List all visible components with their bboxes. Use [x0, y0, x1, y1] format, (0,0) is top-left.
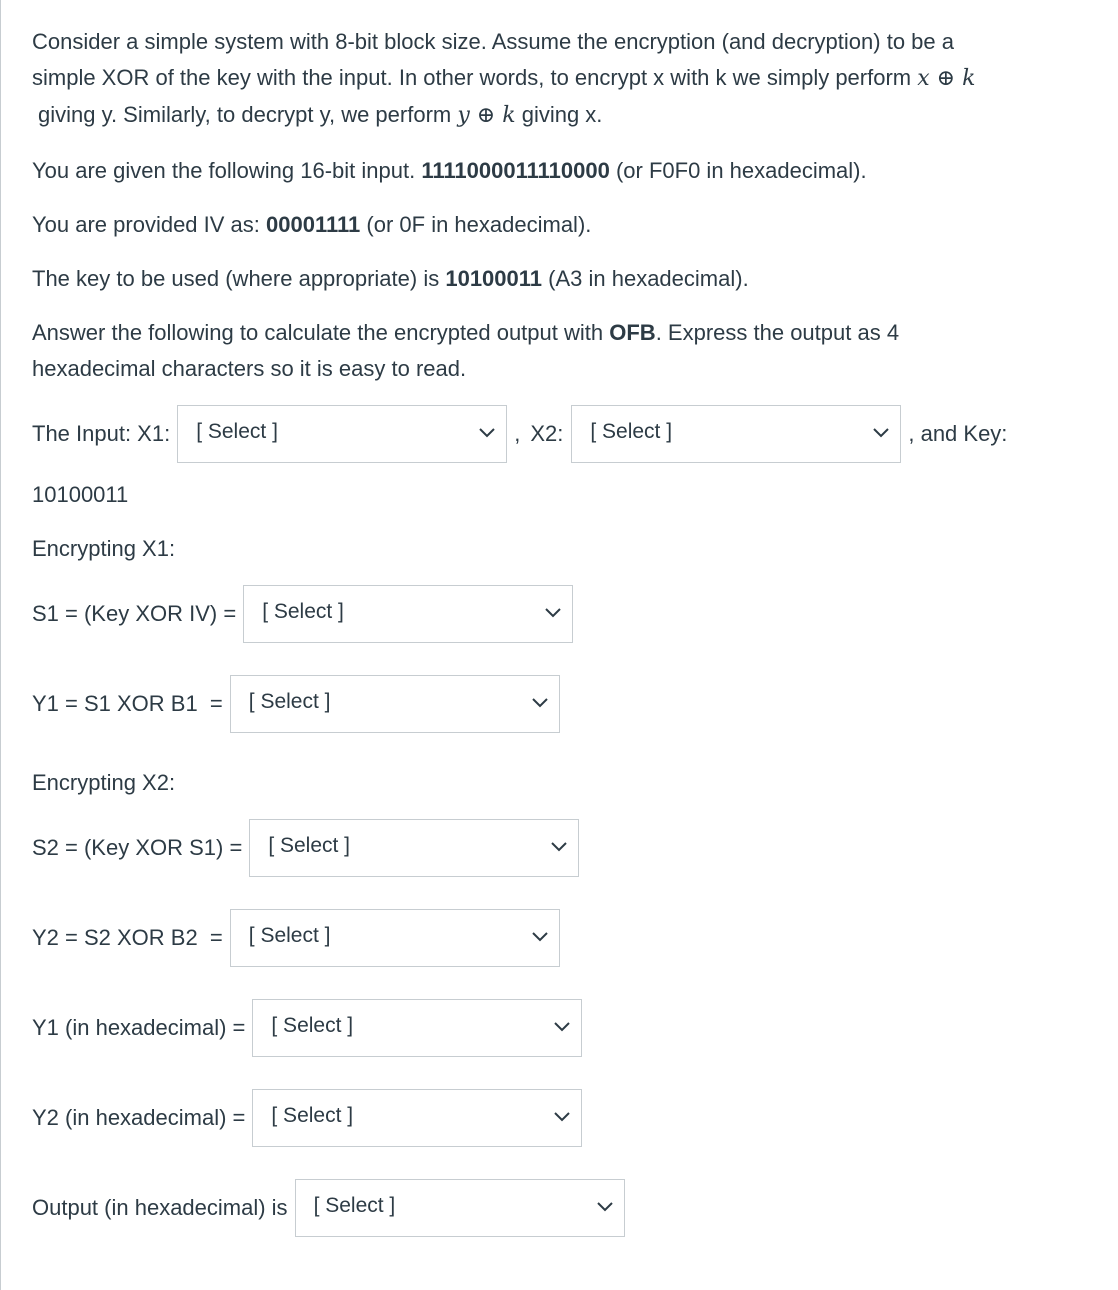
task-text-2: hexadecimal characters so it is easy to read. — [32, 356, 467, 381]
iv-statement — [32, 207, 1092, 243]
chevron-down-icon — [872, 424, 890, 442]
output-row — [32, 1179, 625, 1237]
input-statement-post: (or F0F0 in hexadecimal). — [615, 158, 867, 183]
y1-hex-row — [32, 999, 582, 1057]
y1-hex-label: Y1 (in hexadecimal) = — [32, 1015, 246, 1040]
section-encrypt-x2 — [32, 765, 1092, 801]
output-label: Output (in hexadecimal) is — [32, 1195, 288, 1220]
intro-text-2: simple XOR of the key with the input. In other words, to encrypt x with k we simply perform — [32, 65, 912, 90]
math-xor-symbol-2: ⊕ — [476, 103, 496, 128]
task-line-2 — [32, 351, 1092, 387]
y2-hex-row — [32, 1089, 582, 1147]
task-post: . Express the output as 4 — [655, 320, 900, 345]
math-x: x — [917, 66, 930, 91]
y2-hex-select[interactable] — [252, 1089, 582, 1147]
x2-select-text: [ Select ] — [590, 420, 673, 443]
chevron-down-icon — [596, 1198, 614, 1216]
intro-text-3: giving y. Similarly, to decrypt y, we perform — [38, 102, 452, 127]
y2-select-text: [ Select ] — [248, 924, 331, 947]
chevron-down-icon — [478, 424, 496, 442]
s2-select[interactable] — [249, 819, 579, 877]
math-encrypt — [917, 66, 975, 91]
section-encrypt-x1-heading: Encrypting X1: — [32, 536, 176, 561]
iv-value: 00001111 — [266, 212, 361, 237]
y1-hex-select[interactable] — [252, 999, 582, 1057]
key-value-bold: 10100011 — [445, 266, 543, 291]
s1-row — [32, 585, 573, 643]
x2-select[interactable] — [571, 405, 901, 463]
iv-statement-post: (or 0F in hexadecimal). — [366, 212, 592, 237]
y1-row — [32, 675, 560, 733]
math-y: y — [457, 103, 470, 128]
chevron-down-icon — [544, 604, 562, 622]
label-x1: The Input: X1: — [32, 421, 171, 446]
intro-line-3 — [38, 97, 1098, 134]
key-value-line — [32, 477, 1092, 513]
math-xor-symbol: ⊕ — [936, 66, 956, 91]
x1-select[interactable] — [177, 405, 507, 463]
s2-label: S2 = (Key XOR S1) = — [32, 835, 243, 860]
y1-hex-select-text: [ Select ] — [271, 1014, 354, 1037]
s1-select[interactable] — [243, 585, 573, 643]
label-x2: X2: — [530, 421, 564, 446]
s1-label: S1 = (Key XOR IV) = — [32, 601, 237, 626]
chevron-down-icon — [553, 1018, 571, 1036]
task-line-1 — [32, 315, 1092, 351]
math-k-2: k — [502, 103, 516, 128]
task-pre: Answer the following to calculate the encrypted output with — [32, 320, 604, 345]
chevron-down-icon — [531, 694, 549, 712]
math-k: k — [962, 66, 976, 91]
s2-select-text: [ Select ] — [268, 834, 351, 857]
y1-select-text: [ Select ] — [248, 690, 331, 713]
section-encrypt-x2-heading: Encrypting X2: — [32, 770, 176, 795]
y2-hex-select-text: [ Select ] — [271, 1104, 354, 1127]
y2-row — [32, 909, 560, 967]
input-value: 1111000011110000 — [421, 158, 610, 183]
output-select[interactable] — [295, 1179, 625, 1237]
input-statement — [32, 153, 1092, 189]
y2-select[interactable] — [230, 909, 560, 967]
intro-line-1 — [32, 24, 1092, 60]
iv-statement-pre: You are provided IV as: — [32, 212, 260, 237]
intro-line-2 — [32, 60, 1092, 97]
comma-separator: , — [514, 421, 521, 446]
y1-select[interactable] — [230, 675, 560, 733]
inputs-row — [32, 405, 1007, 463]
chevron-down-icon — [531, 928, 549, 946]
y2-label: Y2 = S2 XOR B2 = — [32, 925, 223, 950]
chevron-down-icon — [553, 1108, 571, 1126]
left-border — [0, 0, 1, 1290]
key-statement — [32, 261, 1092, 297]
key-statement-pre: The key to be used (where appropriate) is — [32, 266, 440, 291]
input-statement-pre: You are given the following 16-bit input. — [32, 158, 416, 183]
output-select-text: [ Select ] — [313, 1194, 396, 1217]
section-encrypt-x1 — [32, 531, 1092, 567]
task-mode: OFB — [609, 320, 656, 345]
y1-label: Y1 = S1 XOR B1 = — [32, 691, 223, 716]
math-decrypt — [457, 103, 515, 128]
intro-text-3-end: giving x. — [521, 102, 603, 127]
label-key: , and Key: — [908, 421, 1008, 446]
key-statement-post: (A3 in hexadecimal). — [548, 266, 749, 291]
chevron-down-icon — [550, 838, 568, 856]
intro-text-1: Consider a simple system with 8-bit block size. Assume the encryption (and decryption) to be a — [32, 29, 954, 54]
key-value: 10100011 — [32, 482, 129, 507]
y2-hex-label: Y2 (in hexadecimal) = — [32, 1105, 246, 1130]
x1-select-text: [ Select ] — [196, 420, 278, 443]
s1-select-text: [ Select ] — [262, 600, 344, 623]
s2-row — [32, 819, 579, 877]
